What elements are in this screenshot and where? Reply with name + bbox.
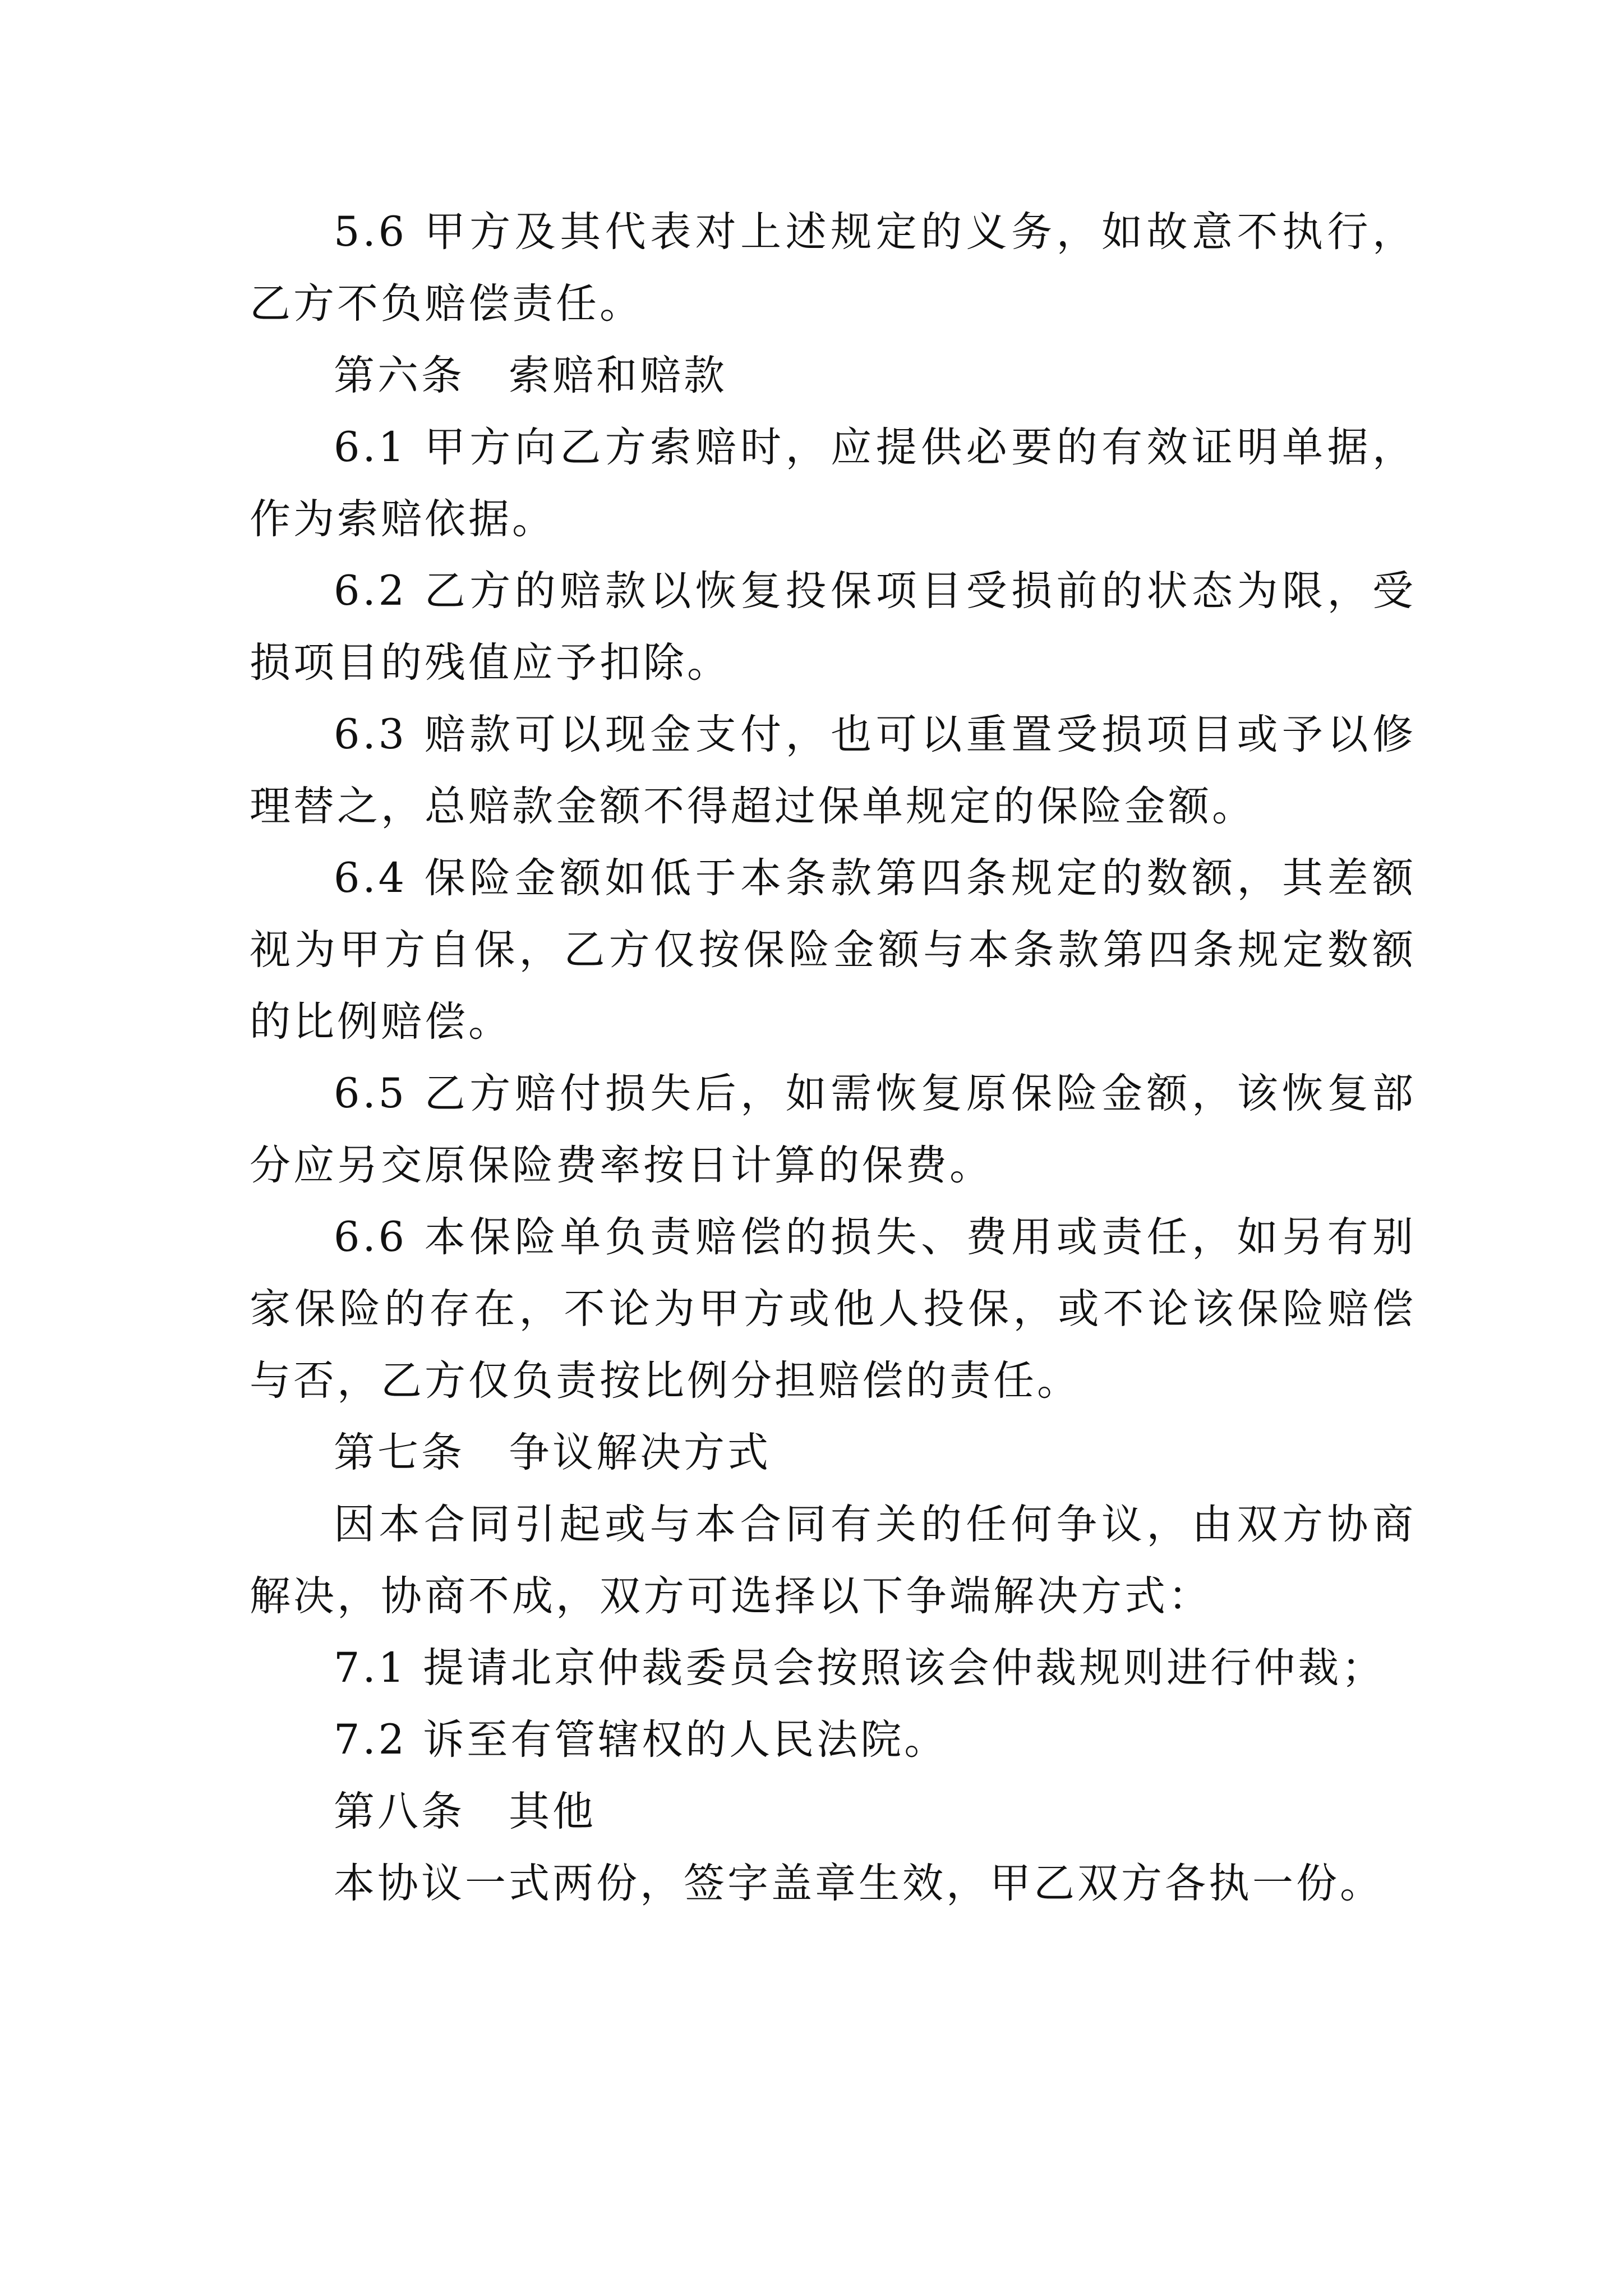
clause-7-2: 7.2 诉至有管辖权的人民法院。: [334, 1716, 948, 1764]
clause-6-3: 6.3 赔款可以现金支付，也可以重置受损项目或予以修理替之，总赔款金额不得超过保单规定的保险金额。: [250, 711, 1416, 830]
heading-article-8: 第八条 其他: [334, 1788, 596, 1835]
article-7-intro: 因本合同引起或与本合同有关的任何争议，由双方协商解决，协商不成，双方可选择以下争端解决方式：: [250, 1501, 1416, 1620]
heading-article-6: 第六条 索赔和赔款: [334, 352, 727, 399]
clause-5-6: 5.6 甲方及其代表对上述规定的义务，如故意不执行，乙方不负赔偿责任。: [250, 208, 1416, 328]
clause-6-5: 6.5 乙方赔付损失后，如需恢复原保险金额，该恢复部分应另交原保险费率按日计算的保费。: [250, 1070, 1416, 1189]
clause-7-1: 7.1 提请北京仲裁委员会按照该会仲裁规则进行仲裁；: [334, 1644, 1386, 1692]
clause-6-2: 6.2 乙方的赔款以恢复投保项目受损前的状态为限，受损项目的残值应予扣除。: [250, 567, 1416, 687]
clause-6-1: 6.1 甲方向乙方索赔时，应提供必要的有效证明单据，作为索赔依据。: [250, 424, 1416, 543]
clause-6-4: 6.4 保险金额如低于本条款第四条规定的数额，其差额视为甲方自保，乙方仅按保险金额与本条款第四条规定数额的比例赔偿。: [250, 854, 1416, 1046]
heading-article-7: 第七条 争议解决方式: [334, 1429, 771, 1476]
article-8-text: 本协议一式两份，签字盖章生效，甲乙双方各执一份。: [334, 1860, 1384, 1907]
clause-6-6: 6.6 本保险单负责赔偿的损失、费用或责任，如另有别家保险的存在，不论为甲方或他人投保，或不论该保险赔偿与否，乙方仅负责按比例分担赔偿的责任。: [250, 1213, 1416, 1405]
document-body: [250, 196, 1416, 1920]
